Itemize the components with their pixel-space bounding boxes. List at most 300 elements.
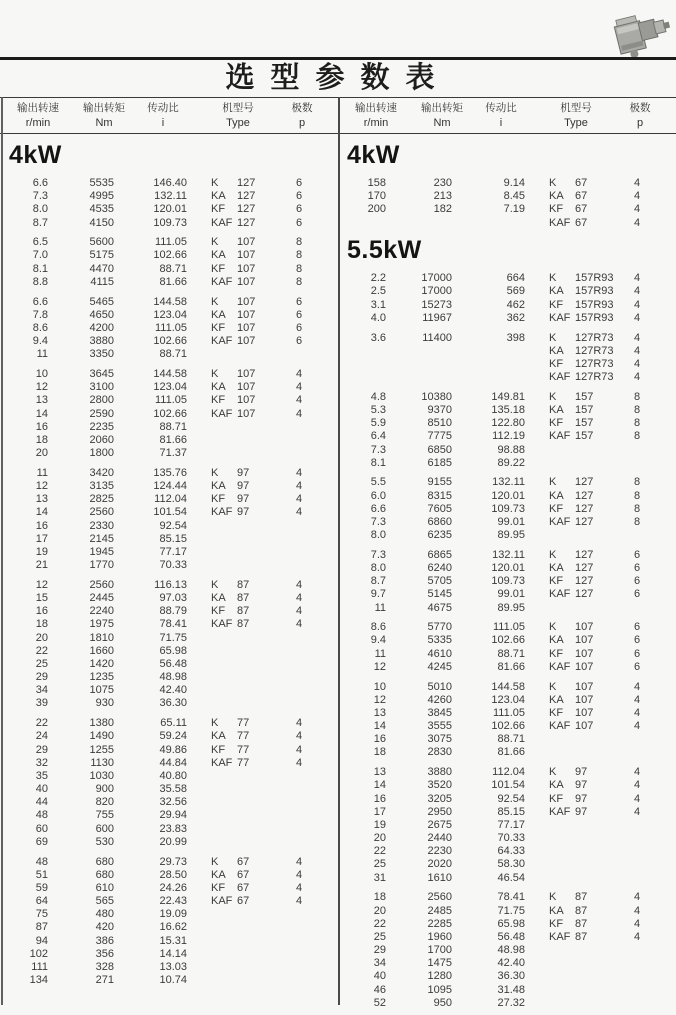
speed-cell: 12 [35, 479, 48, 492]
model-cell: KF [211, 321, 226, 334]
table-row [0, 856, 338, 869]
torque-cell: 9155 [427, 476, 452, 489]
model-cell [211, 671, 237, 684]
poles-cell [627, 957, 647, 970]
model-cell: KA [211, 591, 226, 604]
ratio-cell: 398 [506, 331, 525, 344]
ratio-cell: 29.94 [159, 809, 187, 822]
header-ratio-unit: i [161, 117, 165, 129]
table-row [338, 345, 676, 358]
torque-cell: 10380 [421, 390, 452, 403]
size-cell: 107 [575, 634, 594, 647]
size-cell [575, 944, 627, 957]
table-row [0, 533, 338, 546]
poles-cell [289, 796, 309, 809]
poles-cell: 4 [295, 493, 303, 506]
table-row [338, 190, 676, 203]
speed-cell: 25 [373, 858, 386, 871]
poles-cell: 4 [633, 331, 641, 344]
size-cell: 67 [575, 177, 588, 189]
model-cell: K [549, 891, 557, 904]
model-cell [549, 602, 575, 615]
torque-cell: 1960 [427, 930, 452, 943]
speed-cell: 52 [373, 996, 386, 1009]
poles-cell: 4 [633, 720, 641, 733]
size-cell: 67 [237, 881, 250, 894]
poles-cell [289, 961, 309, 974]
table-row [338, 997, 676, 1010]
ratio-cell: 144.58 [153, 367, 187, 380]
size-cell [575, 984, 627, 997]
ratio-cell: 24.26 [159, 881, 187, 894]
size-cell: 97 [575, 792, 588, 805]
torque-cell: 4470 [89, 262, 114, 275]
poles-cell [289, 974, 309, 987]
model-cell: K [211, 177, 219, 189]
table-row [0, 796, 338, 809]
table-row [0, 368, 338, 381]
speed-cell: 40 [373, 970, 386, 983]
table-row [0, 618, 338, 631]
speed-cell: 3.6 [370, 331, 386, 344]
size-cell [237, 434, 289, 447]
poles-cell: 4 [633, 272, 641, 285]
table-row [338, 404, 676, 417]
poles-cell [627, 602, 647, 615]
data-block [338, 891, 676, 1010]
poles-cell [289, 671, 309, 684]
speed-cell: 2.2 [370, 272, 386, 285]
table-row [0, 236, 338, 249]
model-cell: KA [549, 562, 564, 574]
poles-cell [627, 529, 647, 542]
table-row [0, 381, 338, 394]
poles-cell: 8 [633, 403, 641, 416]
model-cell: K [211, 717, 219, 730]
table-row [0, 974, 338, 987]
header-torque-unit: Nm [433, 117, 451, 129]
ratio-cell: 111.05 [154, 321, 187, 334]
model-cell: KF [549, 917, 564, 930]
speed-cell: 14 [373, 779, 386, 792]
table-row [0, 605, 338, 618]
data-block [0, 856, 338, 988]
poles-cell [289, 948, 309, 961]
torque-cell: 480 [95, 908, 114, 921]
model-cell: KF [549, 575, 564, 588]
poles-cell: 6 [295, 203, 303, 216]
data-block [338, 681, 676, 760]
speed-cell: 48 [35, 855, 48, 868]
torque-cell: 420 [95, 921, 114, 934]
size-cell: 67 [237, 895, 250, 908]
size-cell: 157 [575, 390, 594, 403]
header-torque-label: 输出转矩 [83, 102, 125, 114]
speed-cell: 5.9 [370, 417, 386, 430]
size-cell [237, 520, 289, 533]
model-cell [211, 921, 237, 934]
table-row [0, 322, 338, 335]
table-row [0, 645, 338, 658]
torque-cell: 1770 [89, 559, 114, 572]
torque-cell: 6865 [427, 548, 452, 561]
poles-cell [627, 997, 647, 1010]
size-cell [575, 746, 627, 759]
torque-cell: 2590 [89, 407, 114, 420]
torque-cell: 1610 [427, 871, 452, 884]
poles-cell [289, 520, 309, 533]
header-type [532, 101, 620, 133]
speed-cell: 170 [367, 190, 386, 203]
table-row [338, 430, 676, 443]
data-block [338, 549, 676, 615]
size-cell: 77 [237, 730, 250, 743]
torque-cell: 1280 [427, 970, 452, 983]
table-row [338, 358, 676, 371]
ratio-cell: 135.76 [153, 466, 187, 479]
size-cell [575, 970, 627, 983]
ratio-cell: 71.75 [497, 904, 525, 917]
model-cell: K [211, 466, 219, 479]
ratio-cell: 88.79 [159, 605, 187, 618]
header-speed-unit: r/min [363, 117, 389, 129]
model-cell [549, 997, 575, 1010]
poles-cell: 4 [295, 506, 303, 519]
torque-cell: 2240 [89, 605, 114, 618]
table-row [0, 948, 338, 961]
table-row [338, 562, 676, 575]
ratio-cell: 99.01 [497, 515, 525, 528]
table-row [0, 809, 338, 822]
header-torque-label: 输出转矩 [421, 102, 463, 114]
size-cell: 127 [575, 476, 594, 489]
speed-cell: 14 [35, 506, 48, 519]
ratio-cell: 144.58 [153, 295, 187, 308]
table-row [0, 394, 338, 407]
poles-cell: 6 [633, 562, 641, 574]
model-cell: K [549, 680, 557, 693]
poles-cell: 6 [633, 647, 641, 660]
speed-cell: 11 [374, 647, 386, 660]
poles-cell [289, 770, 309, 783]
torque-cell: 7605 [427, 502, 452, 515]
speed-cell: 6.6 [370, 502, 386, 515]
size-cell [237, 770, 289, 783]
size-cell: 87 [237, 618, 250, 631]
model-cell: KAF [211, 275, 233, 288]
model-cell: KAF [549, 660, 571, 673]
ratio-cell: 132.11 [492, 476, 525, 489]
torque-cell [386, 358, 452, 371]
poles-cell: 4 [633, 917, 641, 930]
poles-cell: 8 [633, 390, 641, 403]
model-cell [211, 658, 237, 671]
ratio-cell: 28.50 [159, 868, 187, 881]
table-row [338, 648, 676, 661]
speed-cell: 11 [36, 466, 48, 479]
table-row [0, 935, 338, 948]
size-cell: 127R73 [575, 331, 614, 344]
size-cell: 127R73 [575, 344, 614, 357]
poles-cell: 8 [633, 489, 641, 502]
table-row [0, 961, 338, 974]
table-row [338, 391, 676, 404]
size-cell: 127R73 [575, 371, 614, 384]
ratio-cell: 81.66 [159, 275, 187, 288]
size-cell: 127 [237, 190, 256, 203]
torque-cell: 7775 [427, 430, 452, 443]
speed-cell: 5.3 [370, 403, 386, 416]
poles-cell: 4 [295, 756, 303, 769]
torque-cell: 2235 [89, 420, 114, 433]
header-speed [338, 101, 414, 133]
size-cell: 107 [237, 367, 256, 380]
table-row [0, 296, 338, 309]
ratio-cell: 89.95 [497, 601, 525, 614]
speed-cell: 19 [35, 545, 48, 558]
model-cell [549, 944, 575, 957]
model-cell: KAF [211, 335, 233, 348]
poles-cell: 8 [633, 417, 641, 430]
speed-cell: 16 [373, 792, 386, 805]
model-cell [549, 457, 575, 470]
model-cell: KA [211, 190, 226, 203]
torque-cell: 230 [433, 177, 452, 189]
table-row [338, 957, 676, 970]
table-row [338, 503, 676, 516]
poles-cell [627, 819, 647, 832]
size-cell: 107 [237, 381, 256, 394]
ratio-cell: 149.81 [491, 390, 525, 403]
model-cell: K [549, 476, 557, 489]
ratio-cell: 88.71 [159, 348, 187, 361]
poles-cell: 4 [633, 216, 641, 229]
torque-cell: 930 [95, 697, 114, 710]
speed-cell: 12 [35, 381, 48, 394]
size-cell: 97 [237, 466, 250, 479]
model-cell: KA [211, 308, 226, 321]
model-cell: KF [211, 605, 226, 618]
torque-cell: 6240 [427, 562, 452, 574]
speed-cell: 75 [35, 908, 48, 921]
model-cell: K [211, 367, 219, 380]
size-cell: 87 [575, 930, 588, 943]
torque-cell: 3880 [89, 335, 114, 348]
table-row [338, 371, 676, 384]
poles-cell: 4 [633, 805, 641, 818]
speed-cell: 22 [35, 717, 48, 730]
ratio-cell: 109.73 [491, 575, 525, 588]
model-cell [211, 961, 237, 974]
model-cell [549, 970, 575, 983]
model-cell: KF [211, 262, 226, 275]
torque-cell: 15273 [421, 298, 452, 311]
ratio-cell: 569 [506, 285, 525, 298]
size-cell [237, 546, 289, 559]
size-cell: 87 [575, 891, 588, 904]
ratio-cell: 65.11 [160, 717, 187, 730]
model-cell: KAF [211, 216, 233, 229]
table-row [0, 717, 338, 730]
poles-cell: 6 [295, 308, 303, 321]
model-cell: K [211, 578, 219, 591]
torque-cell: 2800 [89, 394, 114, 407]
ratio-cell [452, 217, 525, 230]
speed-cell: 13 [35, 394, 48, 407]
speed-cell: 4.8 [370, 390, 386, 403]
torque-cell: 2060 [89, 433, 114, 446]
ratio-cell: 19.09 [159, 908, 187, 921]
header-torque [414, 101, 470, 133]
data-block [0, 296, 338, 362]
speed-cell: 25 [35, 657, 48, 670]
table-row [338, 720, 676, 733]
poles-cell: 6 [633, 634, 641, 647]
size-cell: 67 [575, 203, 588, 216]
ratio-cell: 85.15 [159, 532, 187, 545]
ratio-cell: 102.66 [491, 720, 525, 733]
poles-cell [289, 908, 309, 921]
header-torque-unit: Nm [95, 117, 113, 129]
ratio-cell: 135.18 [491, 403, 525, 416]
table-row [0, 520, 338, 533]
torque-cell: 2230 [427, 845, 452, 858]
model-cell: KAF [549, 371, 571, 384]
torque-cell: 8315 [427, 489, 452, 502]
torque-cell: 4610 [427, 647, 452, 660]
size-cell [237, 796, 289, 809]
table-row [0, 493, 338, 506]
size-cell: 67 [237, 855, 250, 868]
speed-cell: 5.5 [370, 476, 386, 489]
speed-cell: 29 [35, 671, 48, 684]
ratio-cell: 112.04 [492, 766, 525, 779]
poles-cell: 4 [295, 591, 303, 604]
ratio-cell: 44.84 [159, 756, 187, 769]
model-cell: K [549, 331, 557, 344]
size-cell: 97 [237, 506, 250, 519]
ratio-cell: 71.75 [159, 631, 187, 644]
poles-cell [289, 533, 309, 546]
model-cell [211, 935, 237, 948]
poles-cell [289, 546, 309, 559]
torque-cell: 3880 [427, 766, 452, 779]
model-cell [211, 546, 237, 559]
ratio-cell: 132.11 [154, 190, 187, 203]
torque-cell: 3420 [89, 466, 114, 479]
speed-cell: 29 [35, 743, 48, 756]
table-row [338, 516, 676, 529]
data-block [338, 766, 676, 885]
torque-cell: 4115 [90, 275, 114, 288]
header-type-label: 机型号 [560, 102, 592, 114]
size-cell: 97 [237, 479, 250, 492]
model-cell: KF [549, 647, 564, 660]
poles-cell [627, 984, 647, 997]
speed-cell: 18 [35, 618, 48, 631]
ratio-cell: 81.66 [497, 660, 525, 673]
poles-cell: 4 [295, 730, 303, 743]
table-row [338, 707, 676, 720]
ratio-cell: 58.30 [497, 858, 525, 871]
table-row [0, 203, 338, 216]
ratio-cell: 36.30 [159, 697, 187, 710]
poles-cell: 4 [633, 779, 641, 792]
ratio-cell: 46.54 [497, 871, 525, 884]
model-cell [211, 809, 237, 822]
ratio-cell: 120.01 [491, 489, 525, 502]
poles-cell: 4 [633, 766, 641, 779]
model-cell [211, 684, 237, 697]
speed-cell: 31 [373, 871, 386, 884]
size-cell: 107 [575, 660, 594, 673]
table-row [338, 417, 676, 430]
size-cell [237, 684, 289, 697]
table-row [0, 697, 338, 710]
torque-cell: 5600 [89, 236, 114, 249]
model-cell [549, 733, 575, 746]
table-row [0, 895, 338, 908]
ratio-cell: 362 [506, 311, 525, 324]
size-cell: 157R93 [575, 285, 614, 298]
poles-cell: 8 [295, 275, 303, 288]
ratio-cell: 78.41 [497, 891, 525, 904]
size-cell: 107 [575, 720, 594, 733]
ratio-cell: 77.17 [159, 545, 187, 558]
table-row [338, 272, 676, 285]
table-row [0, 869, 338, 882]
ratio-cell: 111.05 [492, 621, 525, 634]
table-row [0, 480, 338, 493]
model-cell: KAF [211, 407, 233, 420]
model-cell [211, 770, 237, 783]
table-row [0, 217, 338, 230]
speed-cell: 40 [35, 783, 48, 796]
torque-cell: 2485 [427, 904, 452, 917]
speed-cell: 35 [35, 769, 48, 782]
speed-cell: 111 [31, 961, 48, 973]
size-cell [575, 529, 627, 542]
torque-cell: 3845 [427, 706, 452, 719]
model-cell [549, 444, 575, 457]
speed-cell: 15 [35, 591, 48, 604]
ratio-cell: 88.71 [159, 262, 187, 275]
model-cell [211, 447, 237, 460]
poles-cell [627, 733, 647, 746]
poles-cell [627, 444, 647, 457]
ratio-cell: 144.58 [491, 680, 525, 693]
poles-cell: 6 [633, 621, 641, 634]
torque-cell: 3520 [427, 779, 452, 792]
ratio-cell: 122.80 [491, 417, 525, 430]
size-cell: 127 [575, 489, 594, 502]
speed-cell [344, 358, 386, 371]
model-cell [211, 948, 237, 961]
table-row [338, 444, 676, 457]
speed-cell: 64 [35, 895, 48, 908]
size-cell: 127 [575, 562, 594, 574]
size-cell: 157R93 [575, 311, 614, 324]
size-cell: 157R93 [575, 272, 614, 285]
table-row [0, 671, 338, 684]
power-section-heading: 5.5kW [347, 236, 422, 265]
speed-cell: 14 [35, 407, 48, 420]
torque-cell: 3075 [427, 733, 452, 746]
size-cell: 157R93 [575, 298, 614, 311]
torque-cell: 17000 [421, 285, 452, 298]
speed-cell: 14 [373, 720, 386, 733]
speed-cell: 2.5 [370, 285, 386, 298]
